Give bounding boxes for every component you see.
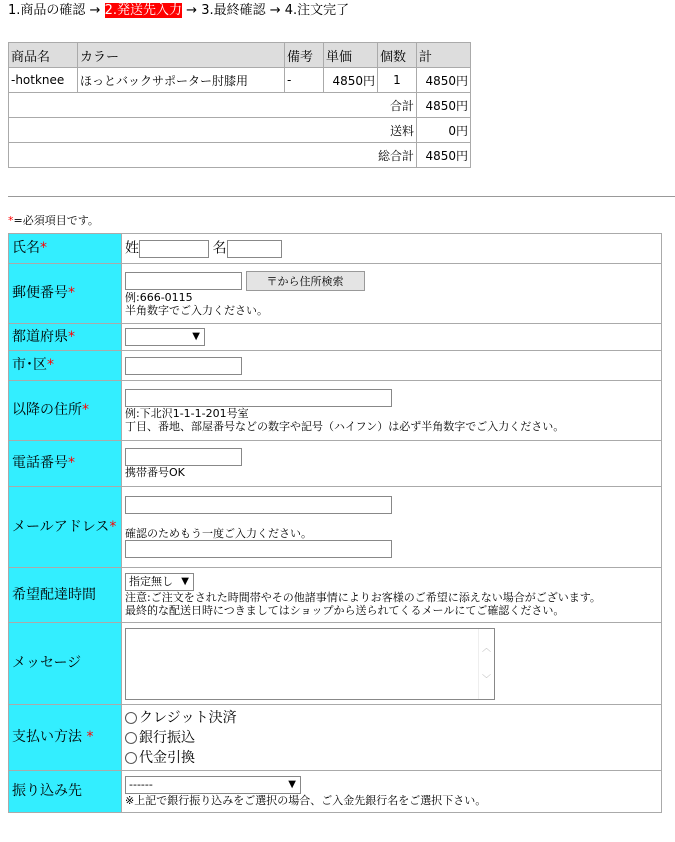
step-product-confirm: 1.商品の確認 [8,3,86,18]
cell-product-name: -hotknee [9,68,77,92]
address-example: 例:下北沢1-1-1-201号室 [125,406,249,420]
prefecture-label: 都道府県* [9,324,121,350]
subtotal-label: 合計 [9,93,416,117]
email-confirm-hint: 確認のためもう一度ご入力ください。 [125,527,312,540]
step-final-confirm: 3.最終確認 [201,3,266,18]
prefecture-fields [122,324,661,350]
city-label: 市･区* [9,351,121,380]
step-shipping-input-active: 2.発送先入力 [104,3,182,18]
payment-label: 支払い方法 * [9,705,121,770]
radio-circle-icon[interactable] [125,712,137,724]
delivery-time-label: 希望配達時間 [9,568,121,622]
email-confirm-input[interactable] [125,540,392,558]
chevron-up-icon: ︿ [481,643,491,654]
chevron-down-icon: ▼ [181,576,189,587]
phone-input[interactable] [125,448,242,466]
checkout-steps [8,2,349,19]
form-row-postal [9,264,661,323]
cell-total: 4850円 [417,68,470,92]
shipping-form [8,233,662,813]
cell-color: ほっとバックサポーター肘膝用 [78,68,284,92]
step-order-complete: 4.注文完了 [284,3,350,18]
cell-note: - [285,68,323,92]
city-fields [122,351,661,380]
header-total: 計 [417,43,470,67]
city-input[interactable] [125,357,242,375]
message-label: メッセージ [9,623,121,704]
postal-example: 例:666-0115 [125,290,193,304]
bank-fields [122,771,661,812]
bank-select[interactable]: ------ ▼ [125,776,301,794]
address-label: 以降の住所* [9,381,121,440]
radio-circle-icon[interactable] [125,752,137,764]
required-note-text: =必須項目です。 [13,214,99,227]
header-unit-price: 単価 [324,43,377,67]
cell-quantity: 1 [378,68,416,92]
form-row-address [9,381,661,440]
phone-label: 電話番号* [9,441,121,486]
subtotal-row [9,93,470,117]
address-search-button[interactable]: 〒から住所検索 [246,271,365,291]
payment-option-credit[interactable]: クレジット決済 [125,708,658,728]
first-name-label: 名 [212,240,227,256]
cell-unit-price: 4850円 [324,68,377,92]
step-arrow: → [269,3,281,18]
postal-fields [122,264,661,323]
payment-fields [122,705,661,770]
header-product-name: 商品名 [9,43,77,67]
bank-label: 振り込み先 [9,771,121,812]
last-name-input[interactable] [139,240,209,258]
payment-option-cod[interactable]: 代金引換 [125,748,658,768]
delivery-note-2: 最終的な配送日時につきましてはショップから送られてくるメールにてご確認ください。 [125,604,565,617]
message-fields [122,623,661,704]
step-arrow: → [186,3,198,18]
chevron-down-icon: ﹀ [481,674,491,685]
grand-total-row [9,143,470,167]
form-row-phone [9,441,661,486]
delivery-time-fields [122,568,661,622]
shipping-value: 0円 [417,118,470,142]
email-fields [122,487,661,567]
cart-header-row [9,43,470,67]
section-divider [8,196,675,197]
required-asterisk: * [8,214,14,227]
chevron-down-icon: ▼ [288,779,296,790]
textarea-scrollbar[interactable] [478,629,494,699]
form-row-bank [9,771,661,812]
header-color: カラー [78,43,284,67]
grand-total-label: 総合計 [9,143,416,167]
address-input[interactable] [125,389,392,407]
form-row-prefecture [9,324,661,350]
email-label: メールアドレス* [9,487,121,567]
form-row-email [9,487,661,567]
last-name-label: 姓 [125,240,139,256]
address-hint: 丁目、番地、部屋番号などの数字や記号（ハイフン）は必ず半角数字でご入力ください。 [125,419,565,433]
phone-hint: 携帯番号OK [125,466,185,479]
bank-note: ※上記で銀行振り込みをご選択の場合、ご入金先銀行名をご選択下さい。 [125,794,487,807]
payment-option-bank[interactable]: 銀行振込 [125,728,658,748]
form-row-payment [9,705,661,770]
name-label: 氏名* [9,234,121,263]
delivery-time-select[interactable]: 指定無し ▼ [125,573,194,591]
subtotal-value: 4850円 [417,93,470,117]
step-arrow: → [89,3,101,18]
name-fields [122,234,661,263]
form-row-name [9,234,661,263]
postal-label: 郵便番号* [9,264,121,323]
address-fields [122,381,661,440]
postal-input[interactable] [125,272,242,290]
form-row-delivery-time [9,568,661,622]
chevron-down-icon: ▼ [192,331,200,342]
form-row-city [9,351,661,380]
cart-table [8,42,471,168]
header-quantity: 個数 [378,43,416,67]
form-row-message [9,623,661,704]
delivery-note-1: 注意:ご注文をされた時間帯やその他諸事情によりお客様のご希望に添えない場合がございます。 [125,591,601,604]
prefecture-select[interactable] [125,328,205,346]
table-row [9,68,470,92]
email-input[interactable] [125,496,392,514]
shipping-label: 送料 [9,118,416,142]
phone-fields [122,441,661,486]
radio-circle-icon[interactable] [125,732,137,744]
required-note [8,214,99,228]
message-textarea[interactable] [125,628,495,700]
header-note: 備考 [285,43,323,67]
postal-hint: 半角数字でご入力ください。 [125,303,268,317]
shipping-row [9,118,470,142]
grand-total-value: 4850円 [417,143,470,167]
first-name-input[interactable] [227,240,282,258]
